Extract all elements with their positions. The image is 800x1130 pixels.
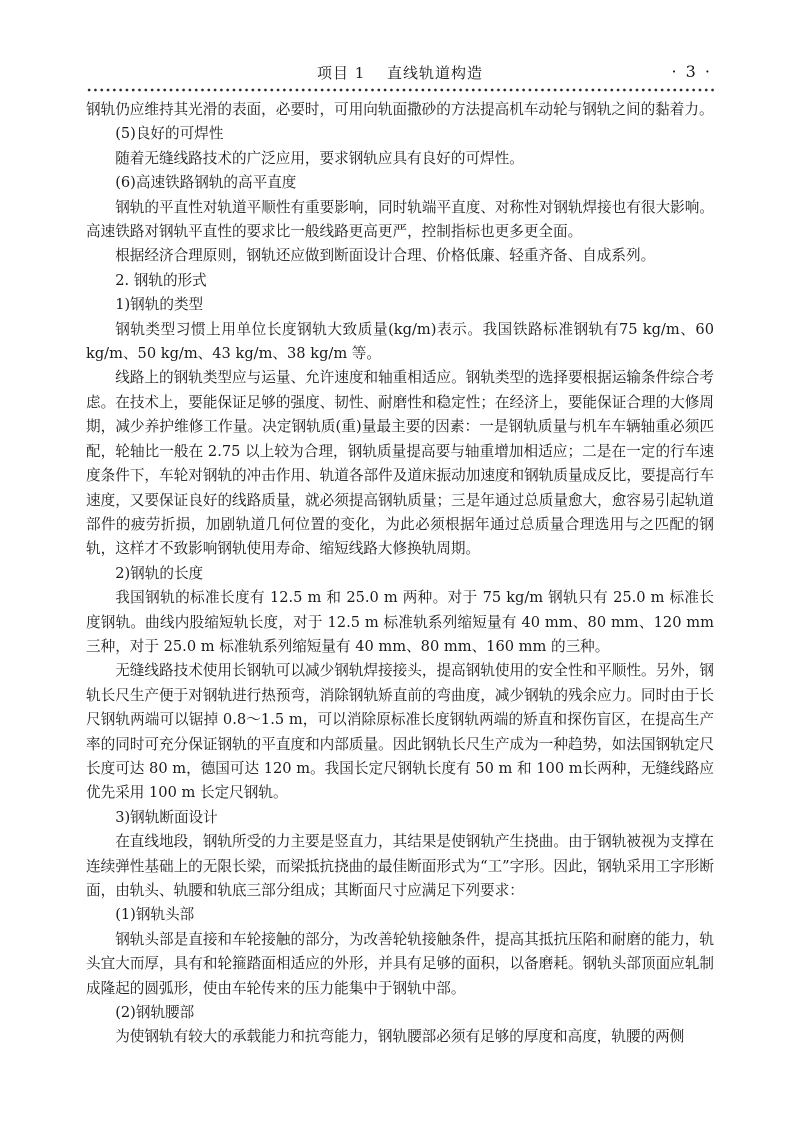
section-heading: 2. 钢轨的形式 — [115, 271, 207, 289]
paragraph: 钢轨类型习惯上用单位长度钢轨大致质量(kg/m)表示。我国铁路标准钢轨有75 kg/m、60 kg/m、50 kg/m、43 kg/m、38 kg/m 等。 — [86, 320, 714, 363]
subheading: (2)钢轨腰部 — [115, 1004, 195, 1022]
paragraph: 为使钢轨有较大的承载能力和抗弯能力，钢轨腰部必须有足够的厚度和高度，轨腰的两侧 — [115, 1028, 685, 1046]
paragraph: 钢轨仍应维持其光滑的表面，必要时，可用向轨面撒砂的方法提高机车动轮与钢轨之间的黏着力。 — [86, 101, 714, 118]
paragraph: 线路上的钢轨类型应与运量、允许速度和轴重相适应。钢轨类型的选择要根据运输条件综合考虑。在技术上，要能保证足够的强度、韧性、耐磨性和稳定性；在经济上，要能保证合理的大修周期，减少养护维修工作量。决定钢轨质(重)量最主要的因素：一是钢轨质量与机车车辆轴重必须匹配，轮轴比一般在 2.75 以上较为合理，钢轨质量提高要与轴重增加相适应；二是在一定的行车速度条件下，车轮对钢轨的冲击作用、轨道各部件及道床振动加速度和钢轨质量成反比，要提高行车速度，又要保证良好的线路质量，就必须提高钢轨质量；三是年通过总质量愈大，愈容易引起轨道部件的疲劳折损，加剧轨道几何位置的变化，为此必须根据年通过总质量合理选用与之匹配的钢轨，这样才不致影响钢轨使用寿命、缩短线路大修换轨周期。 — [86, 369, 714, 558]
paragraph: 我国钢轨的标准长度有 12.5 m 和 25.0 m 两种。对于 75 kg/m 钢轨只有 25.0 m 标准长度钢轨。曲线内股缩短轨长度，对于 12.5 m 标准轨系列缩短量有 40 mm、80 mm、120 mm 三种，对于 25.0 m 标准轨系列缩短量有 40 mm、80 mm、160 mm 的三种。 — [86, 589, 714, 655]
paragraph: 无缝线路技术使用长钢轨可以减少钢轨焊接接头，提高钢轨使用的安全性和平顺性。另外，钢轨长尺生产便于对钢轨进行热预弯，消除钢轨矫直前的弯曲度，减少钢轨的残余应力。同时由于长尺钢轨两端可以锯掉 0.8～1.5 m，可以消除原标准长度钢轨两端的矫直和探伤盲区，在提高生产率的同时可充分保证钢轨的平直度和内部质量。因此钢轨长尺生产成为一种趋势，如法国钢轨定尺长度可达 80 m，德国可达 120 m。我国长定尺钢轨长度有 50 m 和 100 m长两种，无缝线路应优先采用 100 m 长定尺钢轨。 — [86, 662, 714, 802]
paragraph: 在直线地段，钢轨所受的力主要是竖直力，其结果是使钢轨产生挠曲。由于钢轨被视为支撑在连续弹性基础上的无限长梁，而梁抵抗挠曲的最佳断面形式为“工”字形。因此，钢轨采用工字形断面，由轨头、轨腰和轨底三部分组成；其断面尺寸应满足下列要求： — [86, 833, 714, 899]
running-header — [86, 62, 714, 86]
subheading: 3)钢轨断面设计 — [115, 808, 218, 826]
subheading: (6)高速铁路钢轨的高平直度 — [115, 174, 297, 192]
body-text — [86, 98, 714, 1050]
chapter-title: 项目 1 直线轨道构造 — [316, 64, 484, 82]
subheading: (1)钢轨头部 — [115, 906, 195, 924]
subheading: (5)良好的可焊性 — [115, 125, 224, 143]
paragraph: 随着无缝线路技术的广泛应用，要求钢轨应具有良好的可焊性。 — [115, 149, 524, 167]
header-dotted-rule — [86, 86, 714, 94]
subheading: 1)钢轨的类型 — [115, 296, 204, 314]
paragraph: 根据经济合理原则，钢轨还应做到断面设计合理、价格低廉、轻重齐备、自成系列。 — [115, 247, 656, 265]
page-number: · 3 · — [671, 62, 712, 81]
subheading: 2)钢轨的长度 — [115, 564, 204, 582]
paragraph: 钢轨头部是直接和车轮接触的部分，为改善轮轨接触条件，提高其抵抗压陷和耐磨的能力，轨头宜大而厚，具有和轮箍踏面相适应的外形，并具有足够的面积，以备磨耗。钢轨头部顶面应轧制成隆起的圆弧形，使由车轮传来的压力能集中于钢轨中部。 — [86, 930, 714, 997]
paragraph: 钢轨的平直性对轨道平顺性有重要影响，同时轨端平直度、对称性对钢轨焊接也有很大影响。高速铁路对钢轨平直性的要求比一般线路更高更严，控制指标也更多更全面。 — [86, 198, 714, 241]
